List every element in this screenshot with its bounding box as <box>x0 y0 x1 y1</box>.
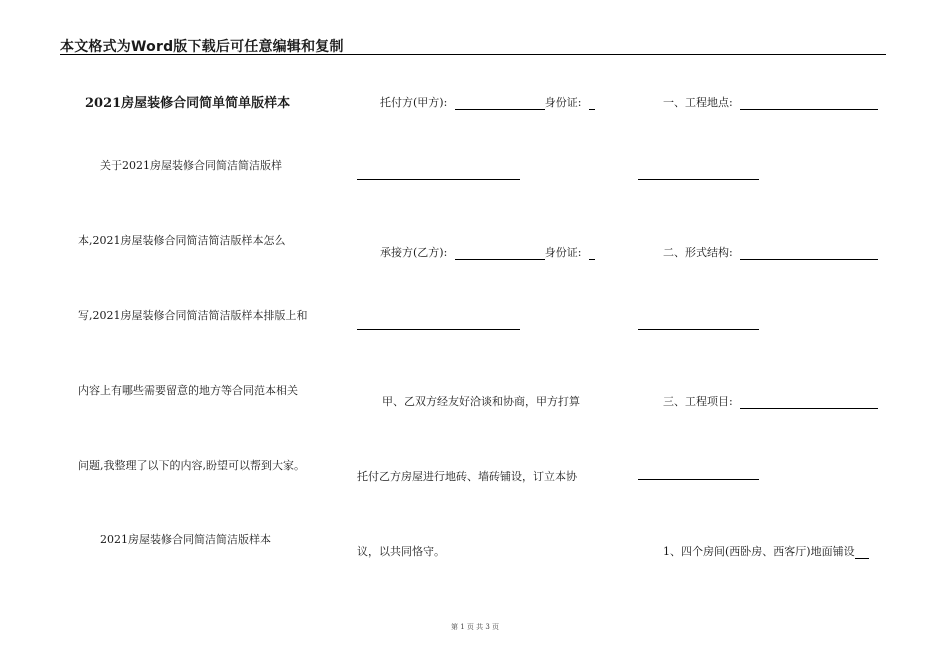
structure-row <box>663 244 878 260</box>
location-label: 一、工程地点: <box>663 96 733 109</box>
party-b-blank[interactable] <box>455 247 545 260</box>
agreement-line-2: 托付乙方房屋进行地砖、墙砖铺设，订立本协 <box>357 470 577 483</box>
party-a-label: 托付方(甲方): <box>380 96 448 109</box>
structure-label: 二、形式结构: <box>663 246 733 259</box>
structure-blank[interactable] <box>740 247 878 260</box>
project-blank[interactable] <box>740 396 878 409</box>
party-a-blank[interactable] <box>455 97 545 110</box>
party-b-id-label: 身份证: <box>544 246 582 259</box>
party-b-continuation-blank[interactable] <box>357 329 520 330</box>
item-1-blank[interactable] <box>855 546 869 559</box>
intro-line-5: 问题,我整理了以下的内容,盼望可以帮到大家。 <box>78 459 305 472</box>
item-1-text: 1、四个房间(西卧房、西客厅)地面铺设 <box>663 545 855 558</box>
sample-heading: 2021房屋装修合同简洁简洁版样本 <box>100 533 271 546</box>
party-b-label: 承接方(乙方): <box>380 246 448 259</box>
location-blank[interactable] <box>740 97 878 110</box>
party-a-id-blank[interactable] <box>589 97 595 110</box>
header-rule <box>60 54 886 55</box>
intro-line-3: 写,2021房屋装修合同简洁简洁版样本排版上和 <box>78 309 308 322</box>
structure-continuation-blank[interactable] <box>638 329 759 330</box>
project-continuation-blank[interactable] <box>638 479 759 480</box>
project-row <box>663 393 878 409</box>
location-row <box>663 94 878 110</box>
agreement-line-3: 议，以共同恪守。 <box>357 545 445 558</box>
intro-line-1: 关于2021房屋装修合同简洁简洁版样 <box>100 159 282 172</box>
document-banner: 本文格式为Word版下载后可任意编辑和复制 <box>60 39 344 55</box>
intro-line-2: 本,2021房屋装修合同简洁简洁版样本怎么 <box>78 234 286 247</box>
party-b-id-blank[interactable] <box>589 247 595 260</box>
document-title: 2021房屋装修合同简单简单版样本 <box>85 96 291 111</box>
party-a-continuation-blank[interactable] <box>357 179 520 180</box>
location-continuation-blank[interactable] <box>638 179 759 180</box>
page-number: 第 1 页 共 3 页 <box>450 623 500 631</box>
project-label: 三、工程项目: <box>663 395 733 408</box>
agreement-line-1: 甲、乙双方经友好洽谈和协商，甲方打算 <box>382 395 580 408</box>
intro-line-4: 内容上有哪些需要留意的地方等合同范本相关 <box>78 384 298 397</box>
party-a-id-label: 身份证: <box>544 96 582 109</box>
item-1-row <box>663 543 869 559</box>
party-a-row <box>380 94 595 110</box>
party-b-row <box>380 244 595 260</box>
